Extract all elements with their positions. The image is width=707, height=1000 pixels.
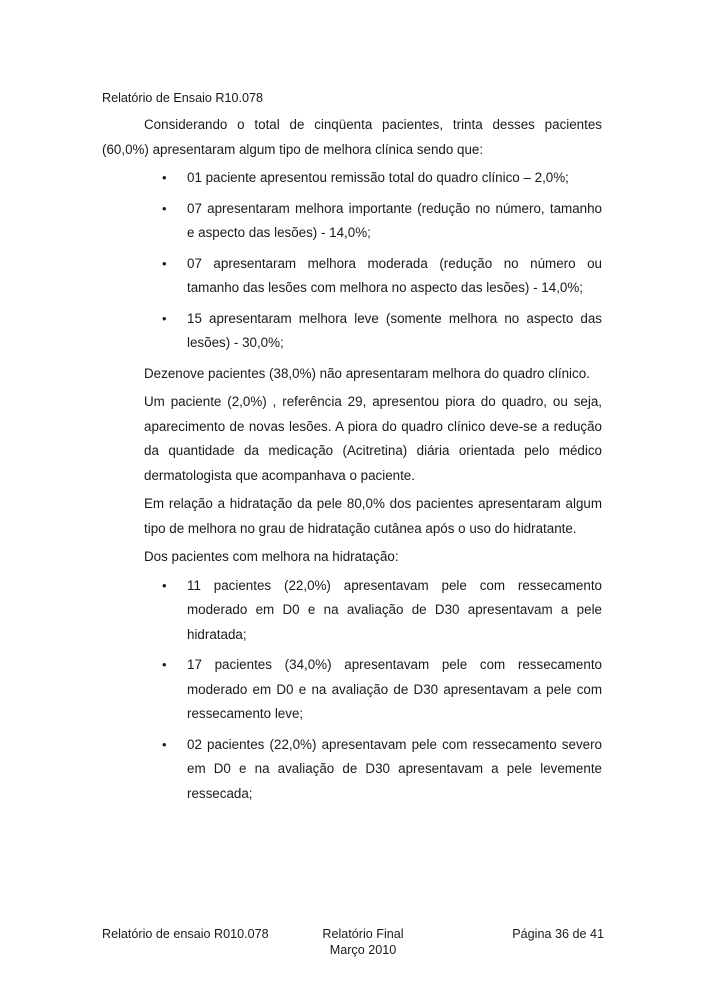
improvement-list [102, 166, 602, 356]
page-number: Página 36 de 41 [512, 927, 604, 941]
footer-report-id: Relatório de ensaio R010.078 [102, 927, 269, 941]
intro-paragraph: Considerando o total de cinqüenta pacientes, trinta desses pacientes (60,0%) apresentaram algum tipo de melhora clínica sendo que: [102, 117, 602, 157]
list-item [162, 653, 602, 727]
list-item-text: 07 apresentaram melhora moderada (redução no número ou tamanho das lesões com melhora no aspecto das lesões) - 14,0%; [187, 255, 602, 295]
list-item-text: 17 pacientes (34,0%) apresentavam pele com ressecamento moderado em D0 e na avaliação de D30 apresentavam a pele com ressecamento leve; [187, 657, 602, 721]
bullet-icon: • [162, 200, 167, 216]
hydration-intro-paragraph: Dos pacientes com melhora na hidratação: [144, 549, 399, 564]
footer-date: Março 2010 [329, 943, 397, 957]
list-item-text: 15 apresentaram melhora leve (somente melhora no aspecto das lesões) - 30,0%; [187, 310, 602, 350]
bullet-icon: • [162, 736, 167, 752]
document-body [102, 113, 602, 812]
worsening-paragraph: Um paciente (2,0%) , referência 29, apresentou piora do quadro, ou seja, aparecimento de novas lesões. A piora do quadro clínico deve-se a redução da quantidade da medicação (Acitretina) diária orientada pelo médico dermatologista que acompanhava o paciente. [144, 394, 602, 483]
list-item [162, 197, 602, 246]
list-item [162, 166, 602, 191]
bullet-icon: • [162, 577, 167, 593]
footer-center [313, 926, 413, 958]
bullet-icon: • [162, 170, 167, 185]
list-item [162, 574, 602, 648]
page-header [102, 90, 263, 106]
list-item-text: 07 apresentaram melhora importante (redução no número, tamanho e aspecto das lesões) - 14,0%; [187, 200, 602, 240]
list-item-text: 02 pacientes (22,0%) apresentavam pele com ressecamento severo em D0 e na avaliação de D30 apresentavam a pele levemente ressecada; [187, 736, 602, 801]
list-item [162, 307, 602, 356]
bullet-icon: • [162, 657, 167, 672]
bullet-icon: • [162, 255, 167, 271]
list-item-text: 01 paciente apresentou remissão total do quadro clínico – 2,0%; [187, 170, 569, 185]
no-improvement-paragraph: Dezenove pacientes (38,0%) não apresentaram melhora do quadro clínico. [144, 365, 590, 381]
hydration-list [102, 574, 602, 807]
hydration-paragraph: Em relação a hidratação da pele 80,0% dos pacientes apresentaram algum tipo de melhora no grau de hidratação cutânea após o uso do hidratante. [144, 496, 602, 536]
list-item [162, 252, 602, 301]
list-item [162, 733, 602, 807]
list-item-text: 11 pacientes (22,0%) apresentavam pele com ressecamento moderado em D0 e na avaliação de D30 apresentavam a pele hidratada; [187, 577, 602, 642]
bullet-icon: • [162, 310, 167, 326]
report-title: Relatório de Ensaio R10.078 [102, 91, 264, 105]
footer-report-type: Relatório Final [322, 927, 404, 941]
